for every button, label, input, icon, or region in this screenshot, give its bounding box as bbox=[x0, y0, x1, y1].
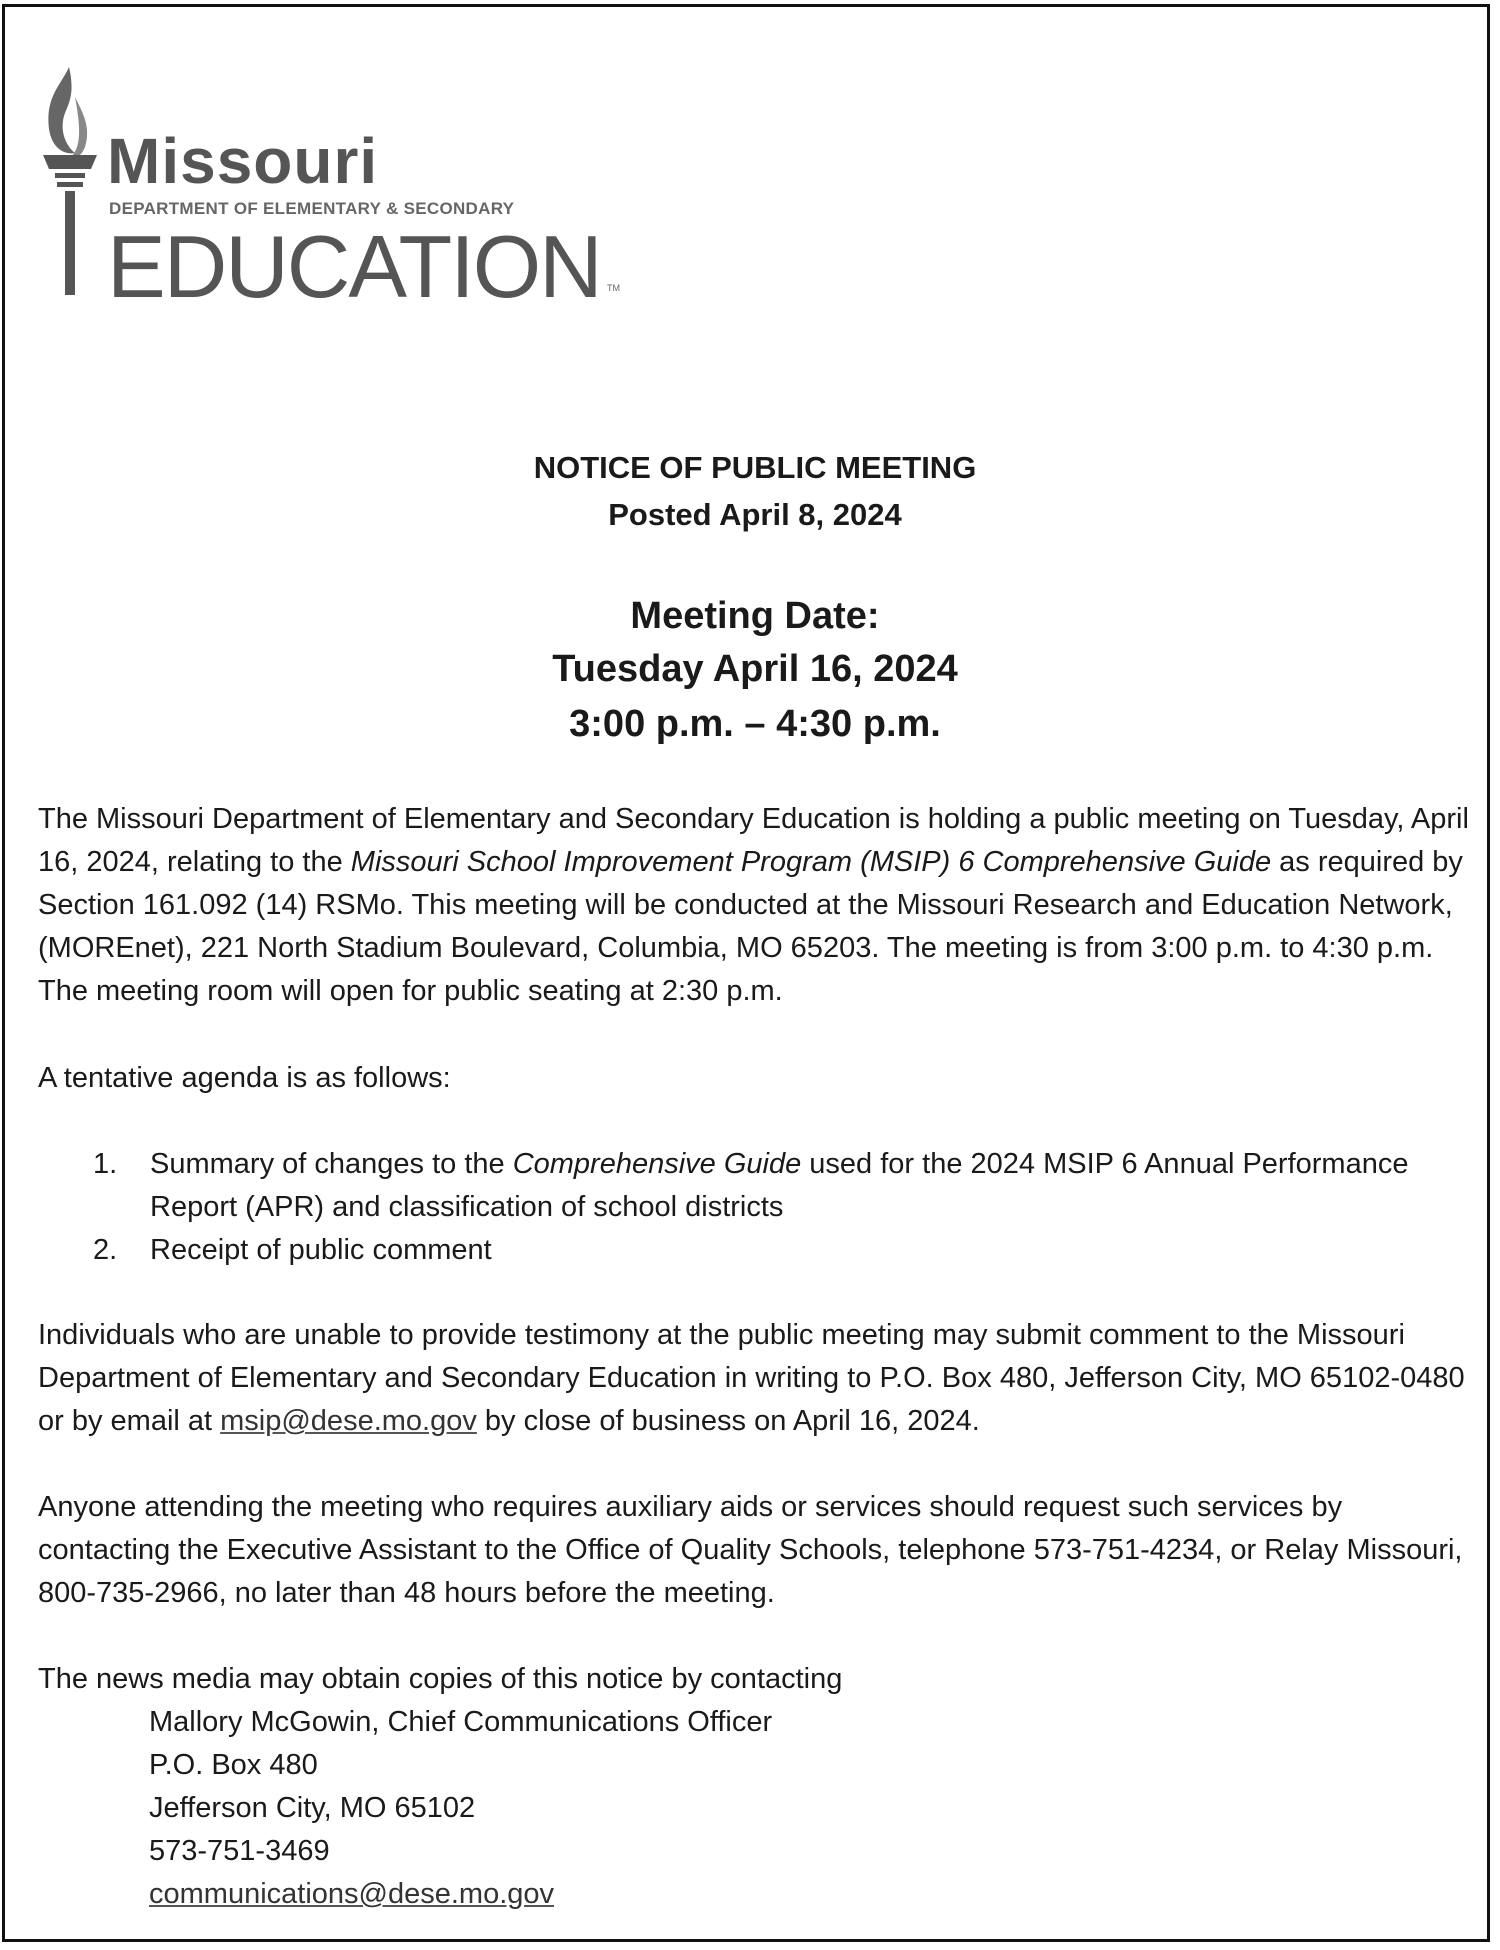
meeting-date-label: Meeting Date: bbox=[630, 595, 880, 637]
contact-phone: 573-751-3469 bbox=[149, 1835, 330, 1867]
agenda-number: 1. bbox=[93, 1148, 118, 1180]
agenda-list bbox=[38, 1143, 1478, 1272]
description-text-1: The Missouri Department of Elementary and Secondary Education is holding a public meeting on Tuesday, April 16, 2024, relating to the bbox=[38, 803, 1469, 878]
agenda-item bbox=[38, 1143, 1478, 1229]
msip-email-link[interactable]: msip@dese.mo.gov bbox=[220, 1405, 477, 1437]
meeting-time: 3:00 p.m. – 4:30 p.m. bbox=[569, 703, 941, 745]
meeting-date: Tuesday April 16, 2024 bbox=[552, 648, 958, 690]
agenda-intro: A tentative agenda is as follows: bbox=[38, 1062, 451, 1094]
notice-title: NOTICE OF PUBLIC MEETING bbox=[533, 450, 977, 485]
logo-education-text: EDUCATION bbox=[107, 217, 601, 316]
agenda-text: used for the 2024 MSIP 6 Annual Performance Report (APR) and classification of school districts bbox=[150, 1148, 1409, 1223]
contact-block bbox=[149, 1701, 772, 1916]
logo-missouri-text: Missouri bbox=[107, 125, 379, 197]
testimony-text-1: Individuals who are unable to provide testimony at the public meeting may submit comment to the Missouri Department of Elementary and Secondary Education in writing to P.O. Box 480, Jefferson City, MO 65102-0480 or by email at bbox=[38, 1319, 1465, 1437]
agenda-text: Receipt of public comment bbox=[150, 1234, 492, 1266]
accessibility-paragraph: Anyone attending the meeting who requires auxiliary aids or services should request such services by contacting the Executive Assistant to the Office of Quality Schools, telephone 573-751-4234, or Relay Missouri, 800-735-2966, no later than 48 hours before the meeting. bbox=[38, 1491, 1463, 1609]
agenda-number: 2. bbox=[93, 1234, 118, 1266]
testimony-text-2: by close of business on April 16, 2024. bbox=[476, 1405, 980, 1437]
description-text-2: as required by Section 161.092 (14) RSMo. This meeting will be conducted at the Missouri Research and Education Network, (MOREnet), 221 North Stadium Boulevard, Columbia, MO 65203. The meeting is from 3:00 p.m. to 4:30 p.m. The meeting room will open for public seating at 2:30 p.m. bbox=[38, 846, 1463, 1007]
testimony-paragraph bbox=[38, 1314, 1478, 1443]
contact-name: Mallory McGowin, Chief Communications Officer bbox=[149, 1706, 773, 1738]
notice-page bbox=[2, 4, 1490, 1942]
agenda-guide-title: Comprehensive Guide bbox=[512, 1148, 802, 1180]
program-title: Missouri School Improvement Program (MSIP) 6 Comprehensive Guide bbox=[350, 846, 1272, 878]
logo-trademark: TM bbox=[607, 283, 620, 293]
dese-logo bbox=[35, 67, 635, 316]
communications-email-link[interactable]: communications@dese.mo.gov bbox=[149, 1878, 555, 1910]
agenda-item bbox=[38, 1229, 1478, 1272]
meeting-description bbox=[38, 798, 1478, 1013]
contact-city: Jefferson City, MO 65102 bbox=[149, 1792, 476, 1824]
contact-po-box: P.O. Box 480 bbox=[149, 1749, 318, 1781]
media-paragraph: The news media may obtain copies of this notice by contacting bbox=[38, 1663, 843, 1695]
logo-department-text: DEPARTMENT OF ELEMENTARY & SECONDARY bbox=[109, 199, 515, 218]
agenda-text: Summary of changes to the bbox=[150, 1148, 513, 1180]
posted-date: Posted April 8, 2024 bbox=[608, 497, 902, 532]
torch-icon bbox=[35, 67, 105, 307]
